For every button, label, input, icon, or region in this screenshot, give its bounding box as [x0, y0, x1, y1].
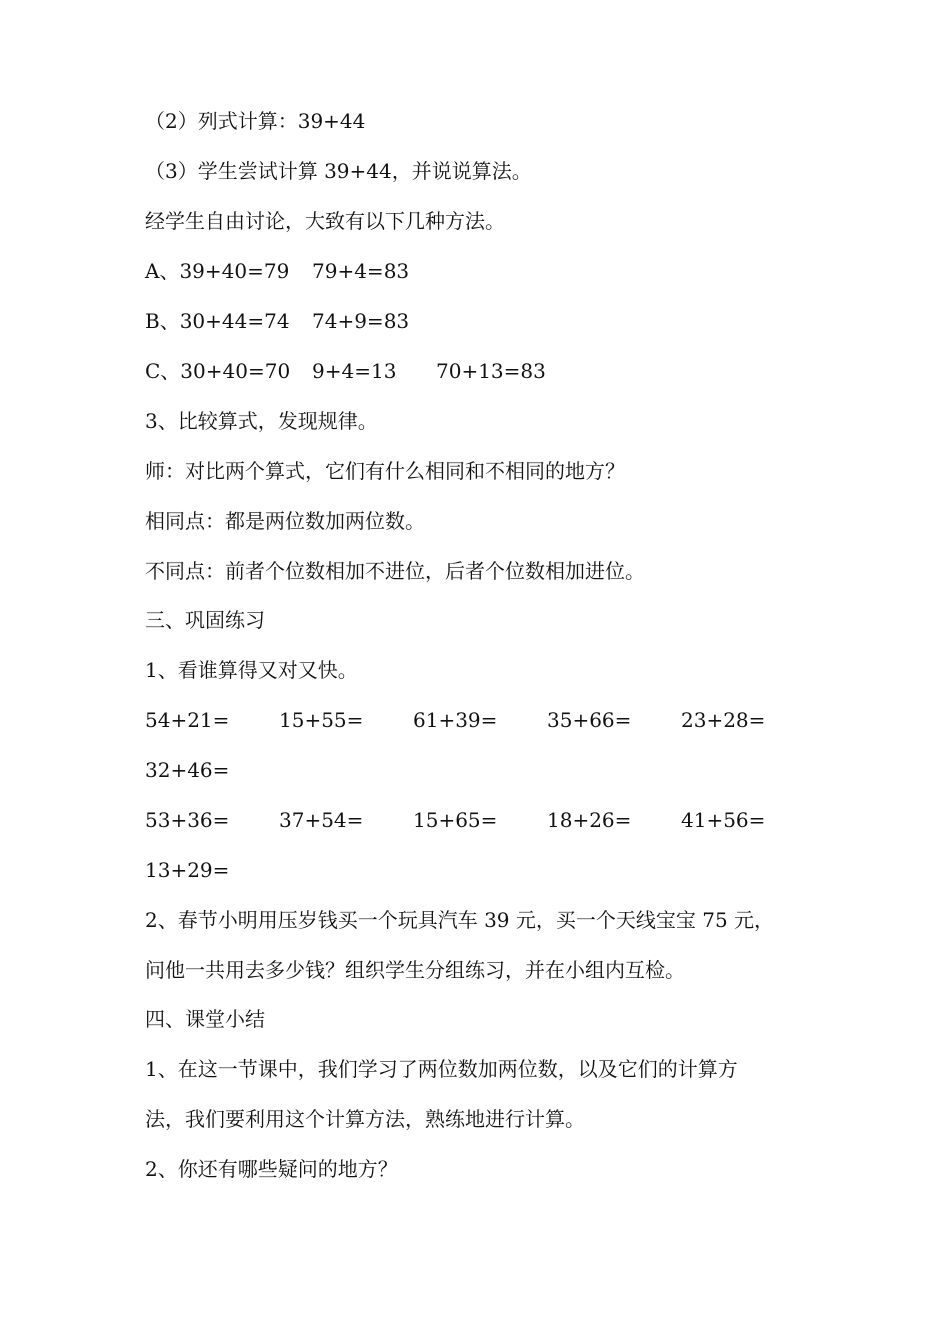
exercise-1-heading: 1、看谁算得又对又快。: [145, 658, 358, 682]
word-problem-line1: 2、春节小明用压岁钱买一个玩具汽车 39 元，买一个天线宝宝 75 元，: [145, 908, 775, 932]
exercise-item: 23+28=: [681, 708, 766, 732]
method-c-step2: 9+4=13: [312, 359, 397, 383]
difference-text: 不同点：前者个位数相加不进位，后者个位数相加进位。: [145, 559, 645, 583]
word-problem-line2: 问他一共用去多少钱？组织学生分组练习，并在小组内互检。: [145, 958, 685, 982]
method-b-step1: B、30+44=74: [145, 309, 290, 333]
method-a-step1: A、39+40=79: [145, 259, 290, 283]
section-three-heading: 三、巩固练习: [145, 608, 265, 632]
similarity-text: 相同点：都是两位数加两位数。: [145, 509, 425, 533]
method-b-step2: 74+9=83: [312, 309, 410, 333]
exercise-item: 61+39=: [413, 708, 498, 732]
summary-line1: 1、在这一节课中，我们学习了两位数加两位数，以及它们的计算方: [145, 1057, 738, 1081]
step-2-heading: （2）列式计算：39+44: [145, 109, 366, 133]
exercise-item: 54+21=: [145, 708, 230, 732]
exercise-item: 32+46=: [145, 758, 230, 782]
exercise-item: 13+29=: [145, 858, 230, 882]
exercise-item: 53+36=: [145, 808, 230, 832]
step-3-heading: （3）学生尝试计算 39+44，并说说算法。: [145, 159, 532, 183]
exercise-item: 15+65=: [413, 808, 498, 832]
exercise-item: 41+56=: [681, 808, 766, 832]
discussion-text: 经学生自由讨论，大致有以下几种方法。: [145, 209, 505, 233]
exercise-item: 15+55=: [279, 708, 364, 732]
summary-line2: 法，我们要利用这个计算方法，熟练地进行计算。: [145, 1107, 585, 1131]
teacher-question: 师：对比两个算式，它们有什么相同和不相同的地方？: [145, 459, 625, 483]
exercise-item: 37+54=: [279, 808, 364, 832]
exercise-item: 18+26=: [547, 808, 632, 832]
compare-heading: 3、比较算式，发现规律。: [145, 409, 378, 433]
method-a-step2: 79+4=83: [312, 259, 410, 283]
method-c-step3: 70+13=83: [436, 359, 546, 383]
exercise-item: 35+66=: [547, 708, 632, 732]
method-c-step1: C、30+40=70: [145, 359, 291, 383]
section-four-heading: 四、课堂小结: [145, 1007, 265, 1031]
summary-question: 2、你还有哪些疑问的地方？: [145, 1157, 398, 1181]
